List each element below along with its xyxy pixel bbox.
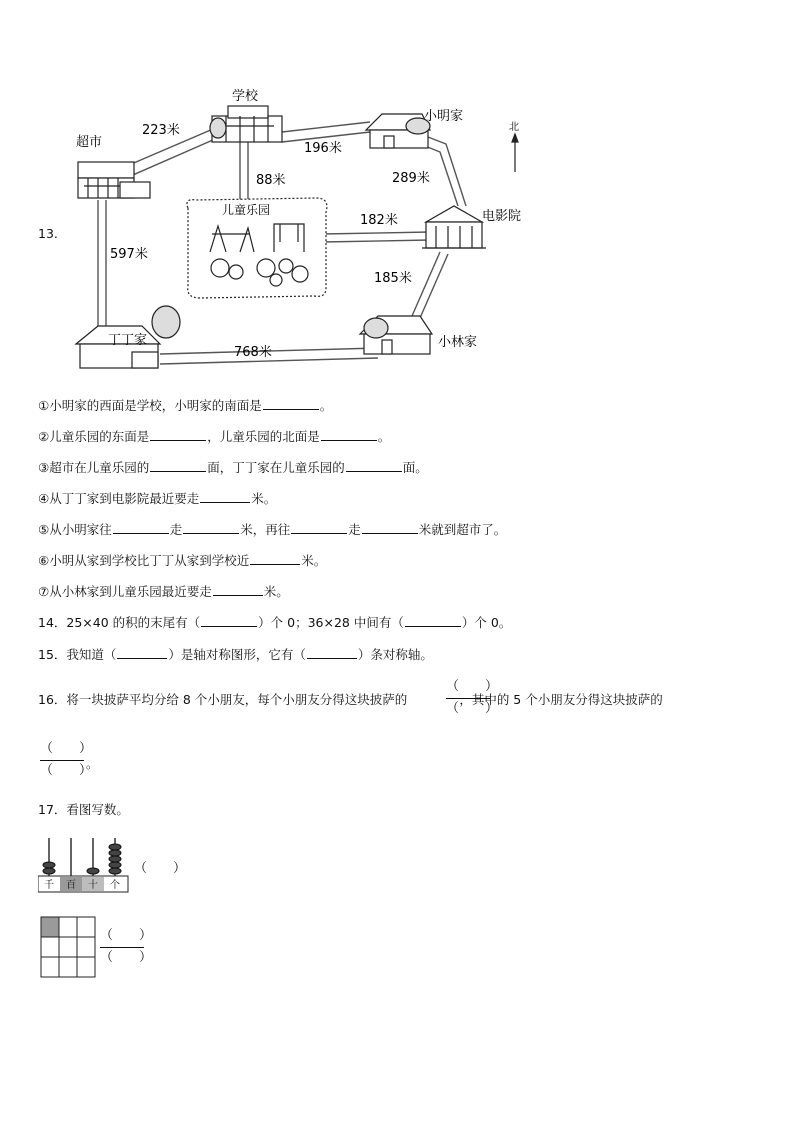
dist-playground-cinema: 182米 bbox=[360, 213, 398, 228]
q17-title: 17．看图写数。 bbox=[38, 802, 129, 817]
q13-item-2: ②儿童乐园的东面是 ，儿童乐园的北面是 。 bbox=[38, 429, 391, 444]
label-cinema: 电影院 bbox=[482, 209, 522, 224]
q13-number: 13. bbox=[38, 226, 58, 241]
abacus-place-label: 个 bbox=[110, 880, 120, 891]
grid-figure bbox=[40, 916, 96, 980]
answer-blank[interactable] bbox=[263, 397, 319, 410]
label-dingding-home: 丁丁家 bbox=[108, 333, 148, 348]
answer-blank[interactable] bbox=[291, 521, 347, 534]
grid-cell-shaded bbox=[41, 917, 59, 937]
q13-item-3: ③超市在儿童乐园的 面，丁丁家在儿童乐园的 面。 bbox=[38, 460, 428, 475]
answer-blank[interactable] bbox=[183, 521, 239, 534]
abacus-place-label: 千 bbox=[44, 880, 54, 891]
grid-cell bbox=[77, 957, 95, 977]
abacus-bead bbox=[43, 862, 55, 868]
dist-cinema-xiaolin: 185米 bbox=[374, 271, 412, 286]
answer-blank[interactable] bbox=[250, 552, 300, 565]
q13-item-5: ⑤从小明家往 走 米，再往 走 米就到超市了。 bbox=[38, 522, 507, 537]
q16-line-1: 16．将一块披萨平均分给 8 个小朋友，每个小朋友分得这块披萨的 ，其中的 5 个小朋友分得这块披萨的 bbox=[38, 692, 663, 707]
abacus-figure bbox=[38, 834, 130, 894]
answer-blank[interactable] bbox=[117, 646, 167, 659]
grid-cell bbox=[59, 917, 77, 937]
q13-map bbox=[60, 82, 540, 384]
answer-blank[interactable] bbox=[150, 459, 206, 472]
answer-blank[interactable] bbox=[307, 646, 357, 659]
q13-item-1: ①小明家的西面是学校，小明家的南面是 。 bbox=[38, 398, 333, 413]
answer-blank[interactable] bbox=[213, 583, 263, 596]
abacus-answer[interactable]: （ ） bbox=[134, 861, 187, 876]
xiaoming-home bbox=[366, 114, 430, 148]
answer-blank[interactable] bbox=[321, 428, 377, 441]
label-supermarket: 超市 bbox=[76, 135, 103, 150]
abacus-place-label: 十 bbox=[88, 880, 98, 891]
grid-cell bbox=[41, 957, 59, 977]
abacus-place-label: 百 bbox=[66, 880, 76, 891]
answer-blank[interactable] bbox=[150, 428, 206, 441]
north-arrow-icon bbox=[512, 134, 518, 172]
q17-grid-fraction[interactable]: （ ） （ ） bbox=[100, 928, 153, 965]
label-north: 北 bbox=[509, 122, 519, 133]
grid-cell bbox=[41, 937, 59, 957]
dist-school-playground: 88米 bbox=[256, 173, 286, 188]
abacus-bead bbox=[109, 862, 121, 868]
dist-supermarket-dingding: 597米 bbox=[110, 247, 148, 262]
answer-blank[interactable] bbox=[200, 490, 250, 503]
cinema-building bbox=[422, 206, 486, 248]
abacus-bead bbox=[109, 856, 121, 862]
dist-school-xiaoming: 196米 bbox=[304, 141, 342, 156]
label-playground: 儿童乐园 bbox=[222, 203, 271, 217]
label-xiaolin-home: 小林家 bbox=[438, 335, 478, 350]
q16-fraction-2[interactable]: （ ） （ ） bbox=[40, 741, 93, 778]
q15: 15．我知道（ ）是轴对称图形，它有（ ）条对称轴。 bbox=[38, 647, 433, 662]
grid-cell bbox=[77, 917, 95, 937]
label-school: 学校 bbox=[232, 89, 259, 104]
label-xiaoming-home: 小明家 bbox=[424, 109, 464, 124]
dist-xiaoming-cinema: 289米 bbox=[392, 171, 430, 186]
grid-cell bbox=[59, 937, 77, 957]
answer-blank[interactable] bbox=[405, 614, 461, 627]
q13-item-7: ⑦从小林家到儿童乐园最近要走 米。 bbox=[38, 584, 289, 599]
q13-item-6: ⑥小明从家到学校比丁丁从家到学校近 米。 bbox=[38, 553, 327, 568]
dist-dingding-xiaolin: 768米 bbox=[234, 345, 272, 360]
q16-end: 。 bbox=[86, 756, 99, 771]
school-building bbox=[210, 106, 282, 142]
grid-cell bbox=[77, 937, 95, 957]
abacus-bead bbox=[109, 850, 121, 856]
q16-fraction-1[interactable]: （ ） （ ） bbox=[446, 679, 499, 716]
abacus-bead bbox=[109, 844, 121, 850]
grid-cell bbox=[59, 957, 77, 977]
abacus-bead bbox=[43, 868, 55, 874]
answer-blank[interactable] bbox=[362, 521, 418, 534]
answer-blank[interactable] bbox=[113, 521, 169, 534]
abacus-bead bbox=[109, 868, 121, 874]
answer-blank[interactable] bbox=[201, 614, 257, 627]
q13-item-4: ④从丁丁家到电影院最近要走 米。 bbox=[38, 491, 277, 506]
xiaolin-home bbox=[360, 316, 432, 354]
dist-supermarket-school: 223米 bbox=[142, 123, 180, 138]
supermarket-building bbox=[78, 162, 150, 198]
answer-blank[interactable] bbox=[346, 459, 402, 472]
abacus-bead bbox=[87, 868, 99, 874]
q14: 14．25×40 的积的末尾有（ ）个 0；36×28 中间有（ ）个 0。 bbox=[38, 615, 512, 630]
